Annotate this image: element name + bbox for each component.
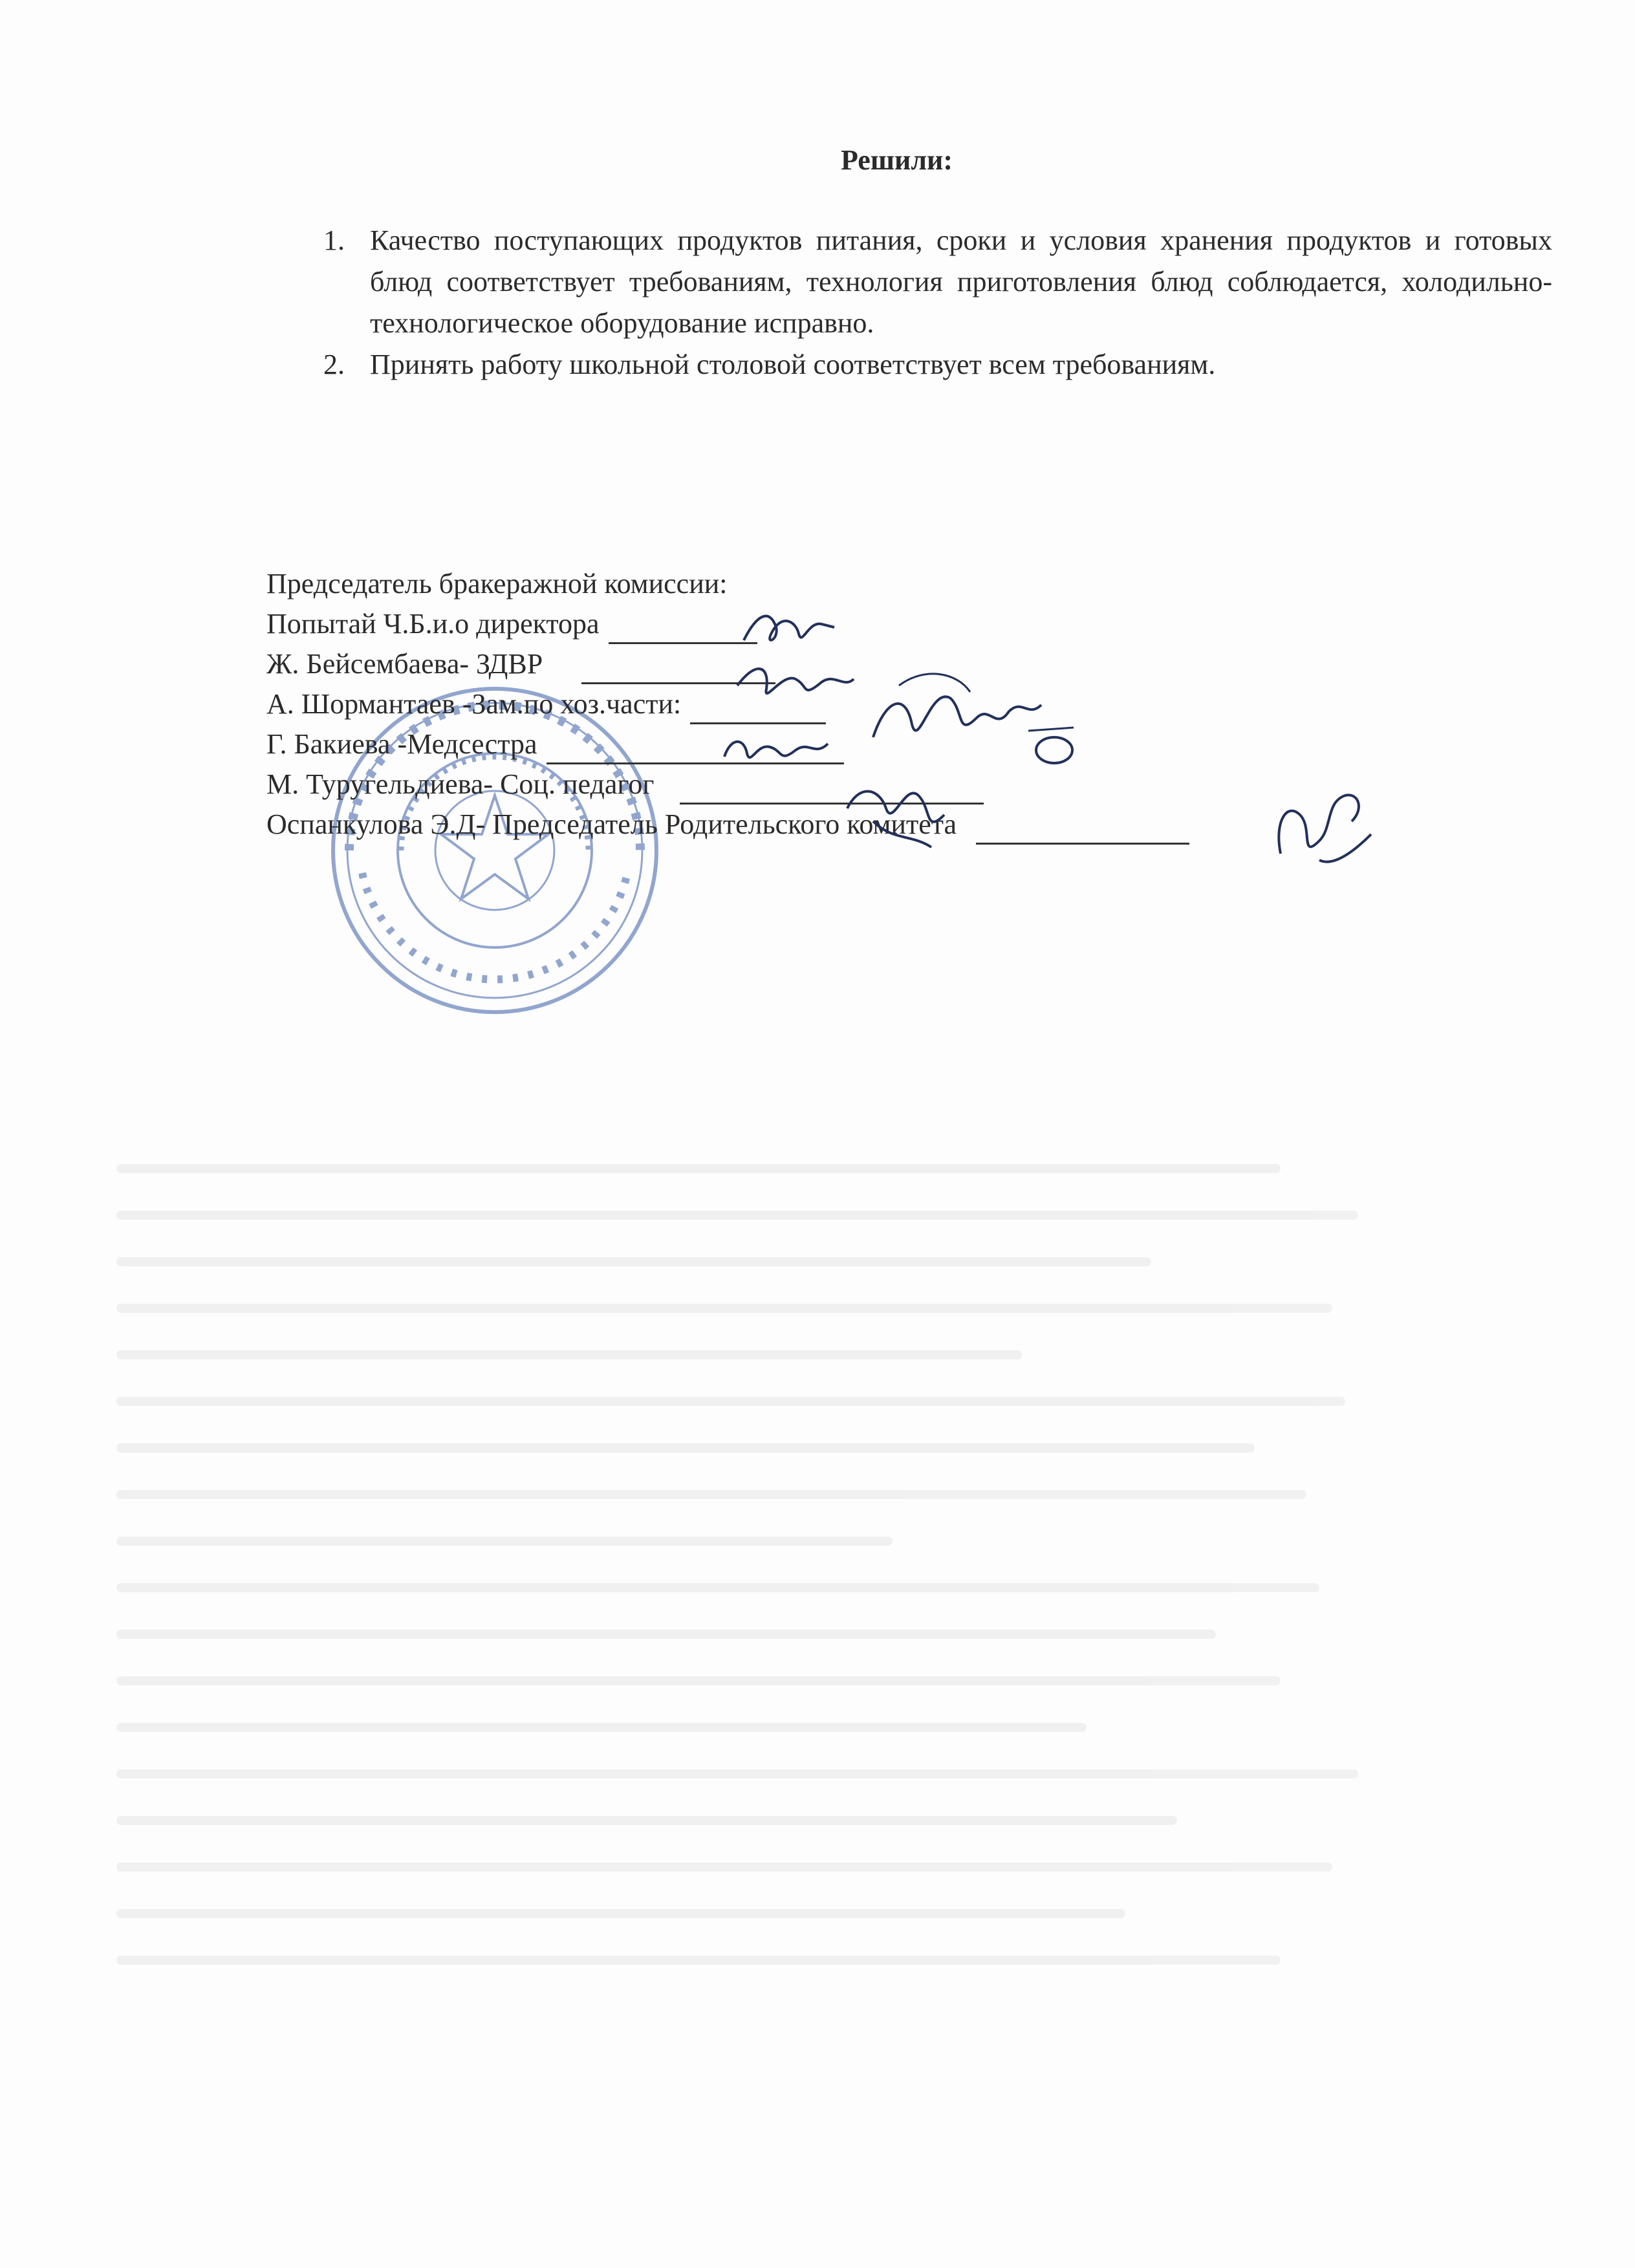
decisions-list	[323, 220, 1552, 385]
signature-line	[976, 814, 1189, 845]
decisions-heading: Решили:	[841, 144, 953, 176]
decision-number: 1.	[323, 224, 345, 256]
member-name: М. Туругельдиева- Соц. педагог	[266, 768, 655, 800]
signature-scribble	[731, 653, 860, 711]
commission-title	[266, 564, 1189, 604]
signature-row	[266, 805, 1189, 845]
member-name: Ж. Бейсембаева- ЗДВР	[266, 648, 543, 680]
commission-title-text: Председатель бракеражной комиссии:	[266, 568, 728, 599]
member-name: Оспанкулова Э.Д- Председатель Родительского комитета	[266, 808, 957, 840]
signature-scribble	[1261, 776, 1378, 873]
member-name: Попытай Ч.Б.и.о директора	[266, 608, 600, 640]
decision-item	[323, 344, 1552, 385]
member-name: Г. Бакиева -Медсестра	[266, 728, 537, 760]
decision-text: Принять работу школьной столовой соответствует всем требованиям.	[370, 349, 1216, 380]
signature-line	[609, 614, 757, 644]
signature-row	[266, 604, 1189, 644]
signature-scribble	[834, 770, 964, 854]
signature-scribble	[860, 660, 1080, 770]
decision-number: 2.	[323, 349, 345, 380]
signature-scribble	[718, 724, 834, 776]
decision-item	[323, 220, 1552, 344]
member-name: А. Шормантаев -Зам.по хоз.части:	[266, 688, 682, 720]
reverse-side-bleed	[116, 1164, 1410, 2069]
decision-text: Качество поступающих продуктов питания, сроки и условия хранения продуктов и готовых блюд соответствует требованиям, технология приготовления блюд соблюдается, холодильно-технологическое оборудование исправно.	[370, 224, 1552, 339]
signature-scribble	[737, 601, 841, 660]
